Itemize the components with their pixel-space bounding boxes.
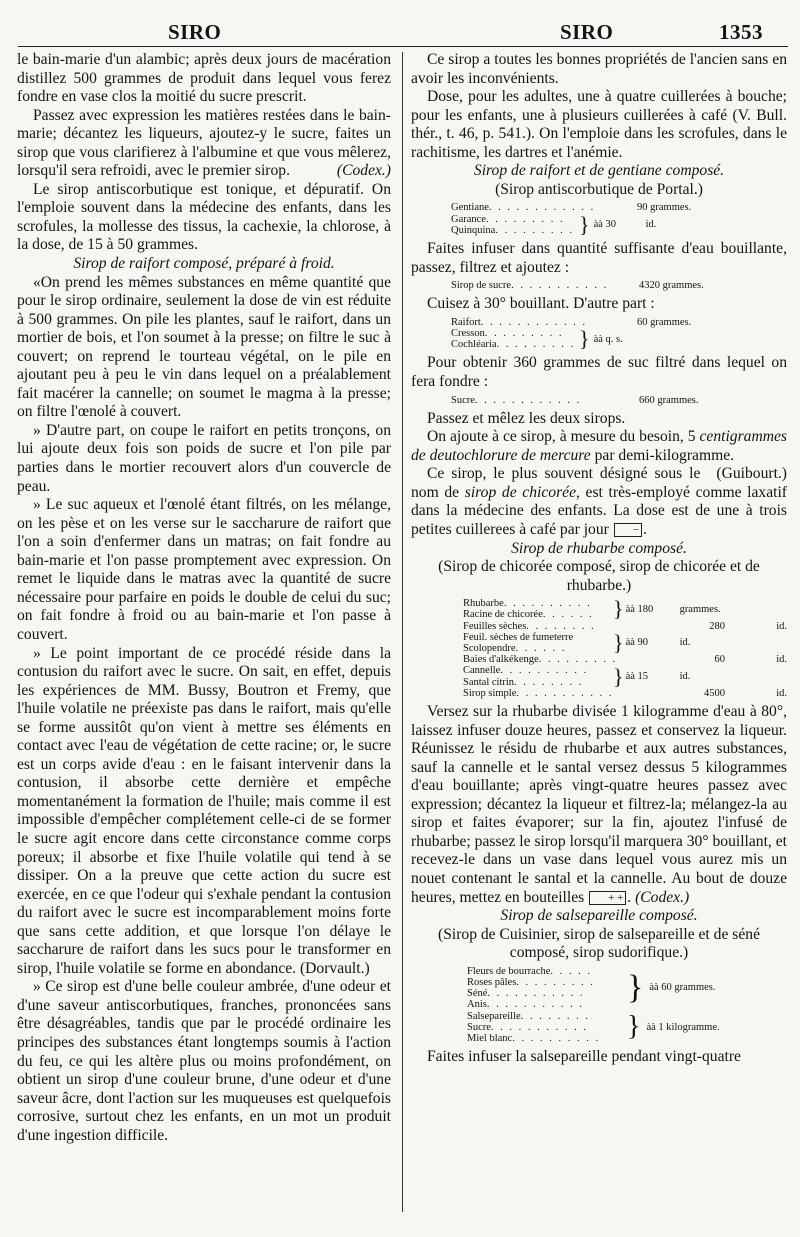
citation: (Guibourt.) <box>716 465 787 483</box>
paragraph: » D'autre part, on coupe le raifort en petits tronçons, on lui ajoute deux fois son poids de sucre et l'on pile par parties dans le mortier recouvert alors d'un couvercle de peau. <box>17 421 391 495</box>
section-title: Sirop de raifort et de gentiane composé. <box>473 162 725 180</box>
formula-rhubarbe: Rhubarbe . . . . . . . . . . Racine de chicorée . . . . . . } àà 180 grammes. Feuilles sèches . . . . . . . . 280 id. Feuil. sèches de fumeterre Scolopendre . . . . . . } àà 90 id. Baies d'alkékenge . . . . . . . . . 60 id. Cannelle . . . . . . . . . . Santal citrin . . . . . . . . } àà 15 id. Sirop simple . . . . . . . . . . . 4500 id. <box>463 596 787 699</box>
formula-sucre: Sucre . . . . . . . . . . . . 660 grammes. <box>451 394 699 406</box>
paragraph: » Le suc aqueux et l'œnolé étant filtrés, on les mélange, on les pèse et on les verse sur le saccharure de raifort que l'on a soin d'enfermer dans un matras; on fait fondre au bain-marie et l'on passe promptement avec expression. On remet le liquide dans le matras avec la quantité de sucre nécessaire pour parfaire en poids le double de celui du suc; on fait fondre à froid ou au bain-marie et l'on passe à couvert. <box>17 496 391 643</box>
paragraph: Passez avec expression les matières restées dans le bain-marie; décantez les liqueurs, ajoutez-y le sucre, faites un sirop que vous clarifierez à l'albumine et que vous mêlerez, lorsqu'il sera refroidi, avec le premier sirop. (Codex.) <box>17 106 391 180</box>
right-column <box>411 51 787 1067</box>
paragraph: Faites infuser dans quantité suffisante d'eau bouillante, passez, filtrez et ajoutez : <box>411 239 787 276</box>
section-subtitle: (Sirop de Cuisinier, sirop de salsepareille et de séné composé, sirop sudorifique.) <box>438 925 760 962</box>
formula-raifort: Raifort . . . . . . . . . . . . 60 grammes. Cresson . . . . . . . . . Cochléaria . . . . . . . . . } àà q. s. <box>451 316 692 352</box>
paragraph: » Ce sirop est d'une belle couleur ambrée, d'une odeur et d'une saveur antiscorbutiques, franches, prononcées sans être désagréables, tandis que par le procédé ordinaire les principes des substances étant longtemps soumis à l'action du feu, ce qui les altère plus ou moins profondément, on obtient un sirop d'une couleur brune, d'une odeur et d'une saveur âcre, dont l'action sur les muqueuses est quelquefois corrosive, surtout chez les enfants, en un mot un produit d'une ingestion difficile. <box>17 978 391 1144</box>
formula-salsepareille: Fleurs de bourrache . . . . . Roses pâles . . . . . . . . . Séné . . . . . . . . . . . Anis . . . . . . . . . . . } àà 60 grammes. Salsepareille . . . . . . . . Sucre . . . . . . . . . . . Miel blanc . . . . . . . . . . } àà 1 kilogramme. <box>467 965 720 1044</box>
left-column <box>17 51 391 1145</box>
paragraph: Versez sur la rhubarbe divisée 1 kilogramme d'eau à 80°, laissez infuser douze heures, passez et conservez la liqueur. Réunissez le résidu de rhubarbe et aux autres substances, sauf la cannelle et le santal versez dessus 5 kilogrammes d'eau bouillante; après vingt-quatre heures passez avec expression; décantez la liqueur et filtrez-la; mélangez-la au sirop et faites évaporer; sur la fin, ajoutez l'infusé de rhubarbe; passez le sirop lorsqu'il marquera 30° bouillant, et recevez-le dans un vase dans lequel vous aurez mis un nouet contenant le santal et la cannelle. Au bout de douze heures, mettez en bouteilles + + . (Codex.) <box>411 703 787 906</box>
right-running-title: SIRO <box>560 20 614 44</box>
paragraph: «On prend les mêmes substances en même quantité que pour le sirop ordinaire, seulement la dose de vin est réduite à 500 grammes. On pile les plantes, sauf le raifort, dans un mortier de bois, et l'on soumet à la presse; on filtre le suc à couvert; on reprend le tourteau végétal, on le pile en ajoutant peu à peu le vin dans lequel on a préalablement fait macérer la cannelle; on soumet le magma à la presse; on filtre l'œnolé à couvert. <box>17 273 391 421</box>
left-running-title: SIRO <box>168 20 222 44</box>
paragraph: le bain-marie d'un alambic; après deux jours de macération distillez 500 grammes de produit dans lequel vous ferez fondre en vase clos la moitié du sucre prescrit. <box>17 51 391 106</box>
paragraph: Cuisez à 30° bouillant. D'autre part : <box>427 295 655 313</box>
formula-sirop-sucre: Sirop de sucre . . . . . . . . . . . 4320 grammes. <box>451 280 704 292</box>
bottle-symbol-icon: + + <box>589 891 626 905</box>
paragraph: Ce sirop a toutes les bonnes propriétés de l'ancien sans en avoir les inconvénients. <box>411 51 787 87</box>
citation: (Codex.) <box>635 888 690 906</box>
section-title: Sirop de salsepareille composé. <box>500 907 698 925</box>
formula-gentiane: Gentiane . . . . . . . . . . . . 90 grammes. Garance . . . . . . . . . Quinquina . . . . . . . . . } àà 30 id. <box>451 202 692 237</box>
paragraph: Le sirop antiscorbutique est tonique, et dépuratif. On l'emploie souvent dans la médecine des enfants, dans les scrofules, la mollesse des tissus, la cachexie, la chlorose, à la dose, de 15 à 50 grammes. <box>17 180 391 254</box>
brace: } <box>579 211 590 237</box>
paragraph: On ajoute à ce sirop, à mesure du besoin, 5 centigrammes de deutochlorure de mercure par demi-kilogramme. (Guibourt.) <box>411 428 787 483</box>
section-title: Sirop de rhubarbe composé. <box>511 539 687 557</box>
dose-symbol-icon: − <box>614 523 642 537</box>
section-subtitle: (Sirop de chicorée composé, sirop de chicorée et de rhubarbe.) <box>438 558 760 594</box>
column-divider <box>402 52 403 1212</box>
page-number: 1353 <box>719 20 763 44</box>
paragraph: Pour obtenir 360 grammes de suc filtré dans lequel on fera fondre : <box>411 354 787 390</box>
section-title: Sirop de raifort composé, préparé à froid. <box>73 255 335 273</box>
paragraph: » Le point important de ce procédé réside dans la contusion du raifort avec le sucre. On sait, en effet, depuis les expériences de MM. Bussy, Boutron et Fremy, que l'huile volatile ne préexiste pas dans le raifort, mais qu'elle se forme aussitôt qu'on vient à mettre ses éléments en contact avec l'eau de végétation de cette racine; or, le sucre est un corps avide d'eau : en le faisant intervenir dans la contusion, il absorbe cette dernière et empêche momentanément la formation de l'huile; mais comme il est impossible d'empêcher complétement celle-ci de se former le sucre agit encore dans cette circonstance comme corps poreux; il absorbe et fixe l'huile volatile qui tend à se dissiper. On a la preuve que cette action du sucre est exercée, en ce que l'odeur qui s'exhale pendant la contusion du raifort avec le sucre est incomparablement moins forte que sans cette addition, et que lorsque l'on délaye le saccharure de raifort dans les sucs pour le transformer en sirop, l'huile volatile se forme en abondance. (Dorvault.) <box>17 644 391 977</box>
paragraph: Faites infuser la salsepareille pendant vingt-quatre <box>427 1048 741 1066</box>
brace: } <box>579 326 590 352</box>
header-rule <box>18 46 788 47</box>
paragraph: Passez et mêlez les deux sirops. <box>427 409 626 427</box>
section-subtitle: (Sirop antiscorbutique de Portal.) <box>495 180 703 198</box>
paragraph: Ce sirop, le plus souvent désigné sous le nom de sirop de chicorée, est très-employé comme laxatif dans la médecine des enfants. La dose est de une à trois petites cuillerees à café par jour − . <box>411 465 787 539</box>
citation: (Codex.) <box>336 162 391 180</box>
paragraph: Dose, pour les adultes, une à quatre cuillerées à bouche; pour les enfants, une à plusieurs cuillerées à café (V. Bull. thér., t. 46, p. 541.). On l'emploie dans les scrofules, dans le rachitisme, les dartres et l'anémie. <box>411 88 787 161</box>
